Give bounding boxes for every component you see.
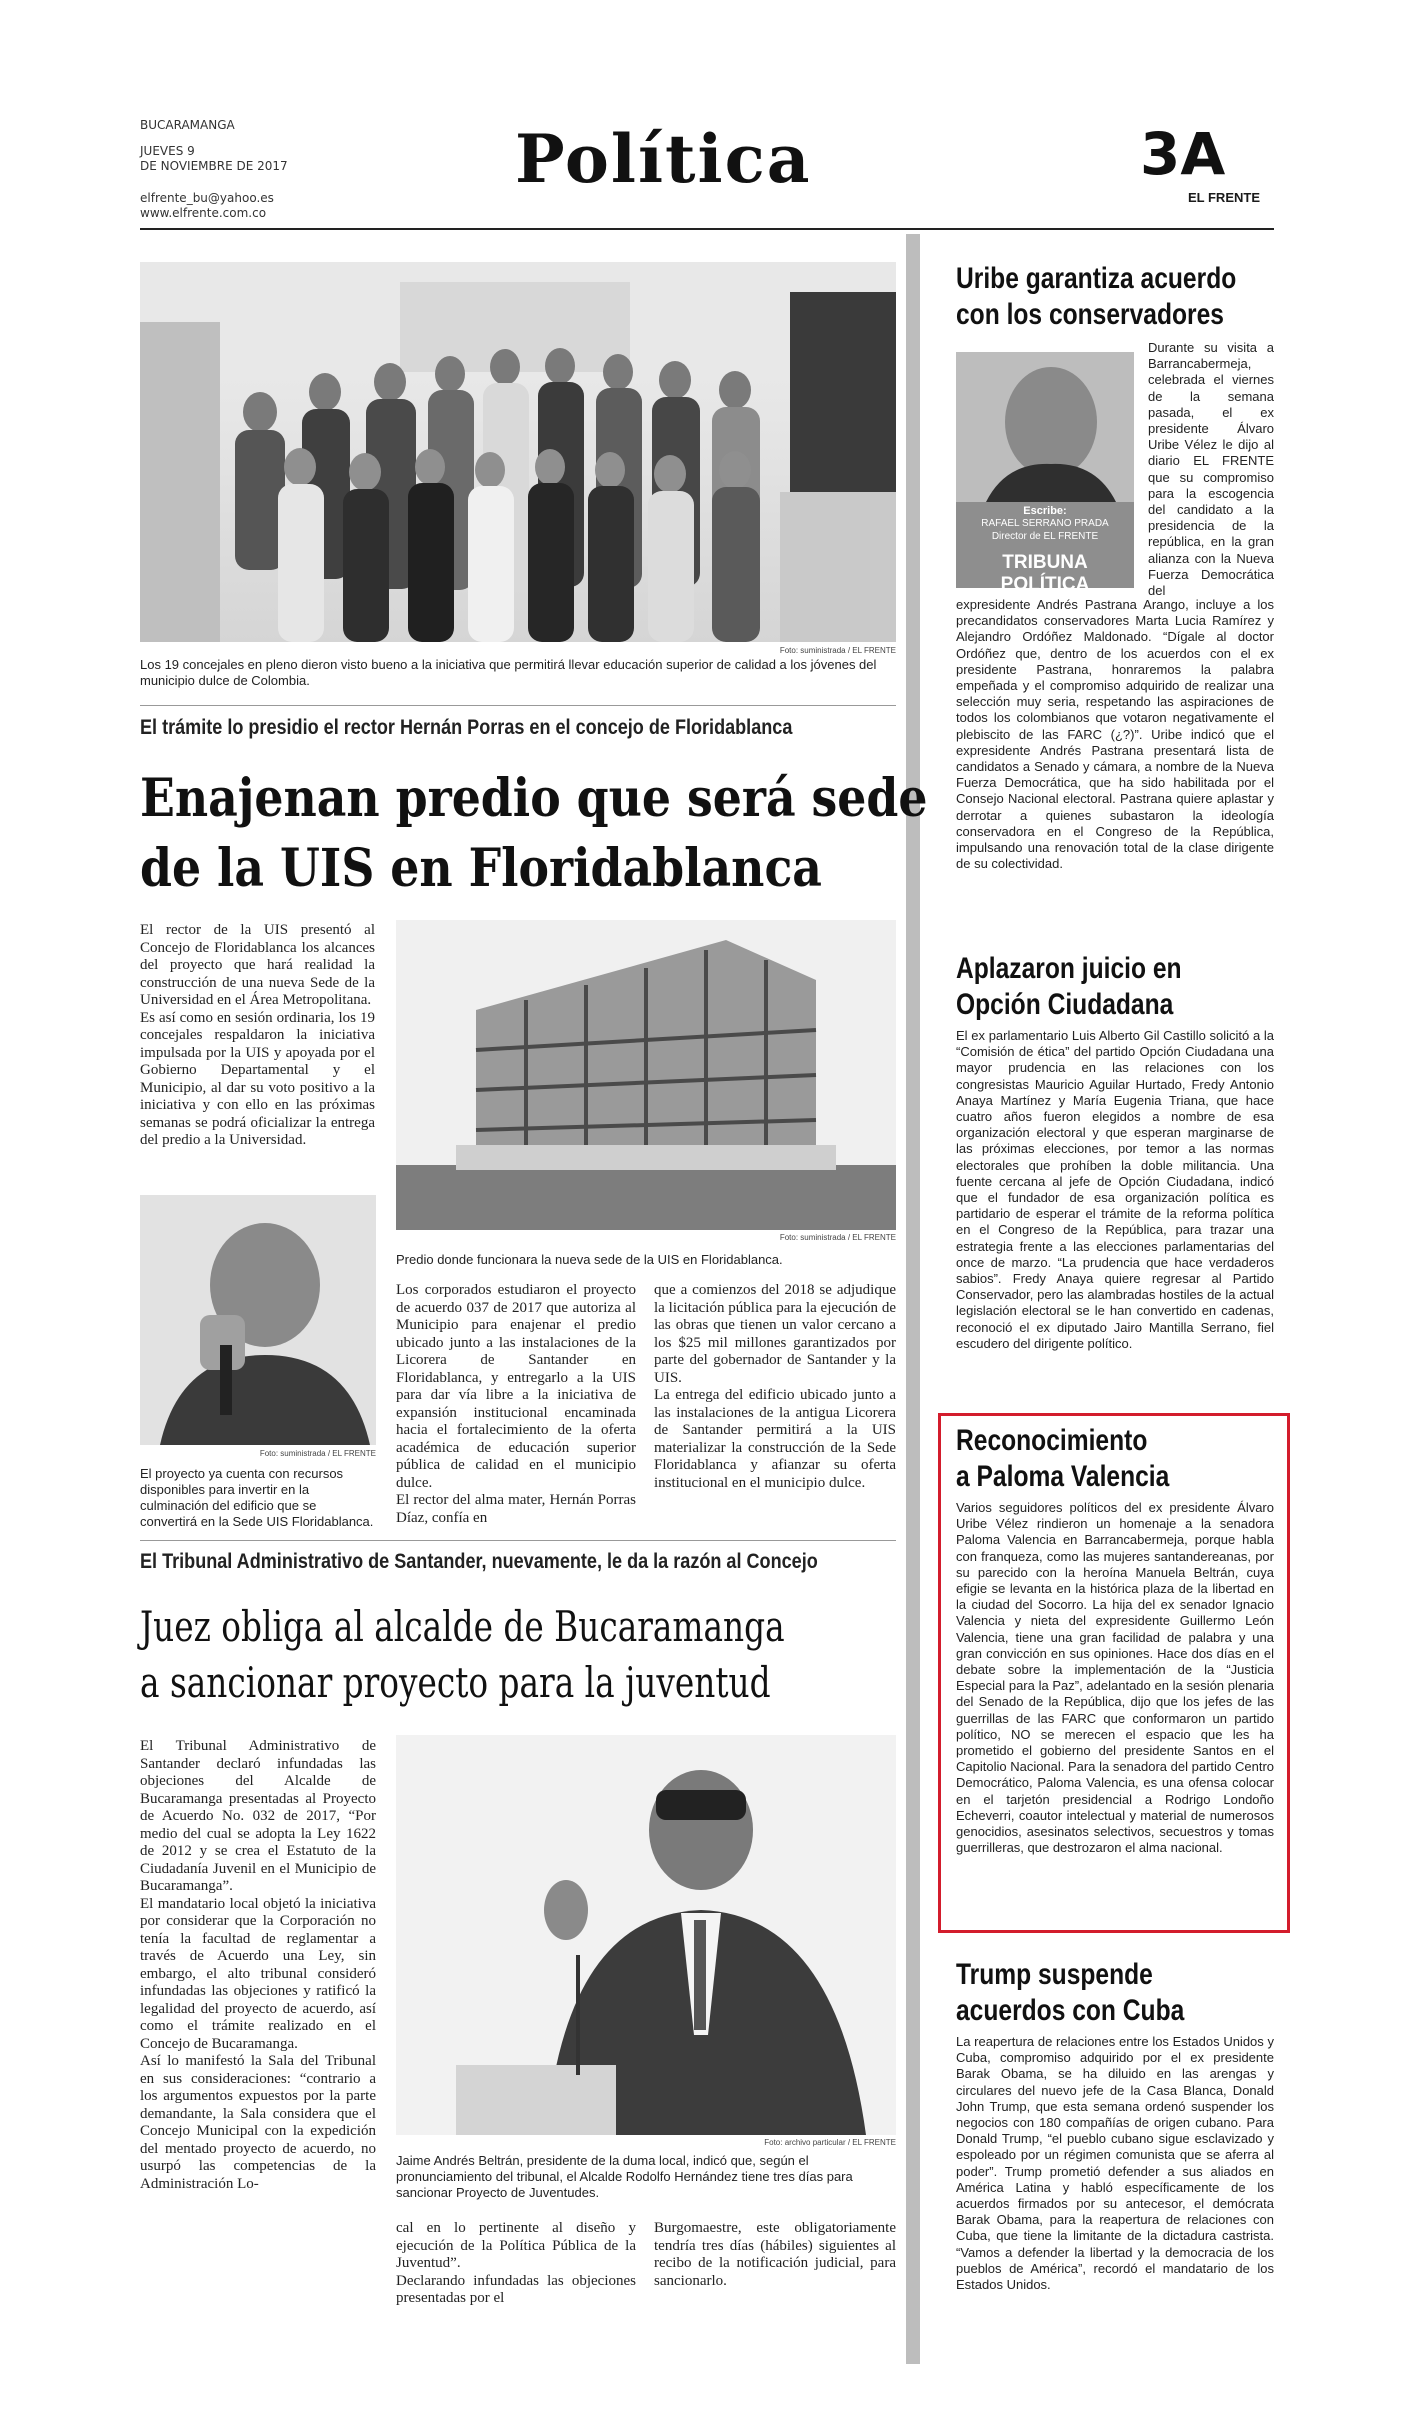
top-photo-credit: Foto: suministrada / EL FRENTE — [779, 646, 896, 655]
masthead-date-day: JUEVES 9 — [140, 144, 195, 158]
column-name: TRIBUNA POLÍTICA — [1000, 552, 1090, 595]
uis-building-photo — [396, 920, 896, 1230]
juez-kicker: El Tribunal Administrativo de Santander, nuevamente, le da la razón al Concejo — [140, 1550, 818, 1573]
uis-column-2: Los corporados estudiaron el proyecto de acuerdo 037 de 2017 que autoriza al Municipio para enajenar el predio ubicado junto a las instalaciones de la Licorera de Santander en Floridablanca, y entregarlo a la UIS para dar vía libre a la iniciativa de expansión institucional encaminada hacia el fortalecimiento de la oferta académica de educación superior pública de calidad en el municipio dulce. El rector del alma mater, Hernán Porras Díaz, confía en — [396, 1282, 636, 1526]
masthead-brand: EL FRENTE — [1188, 190, 1260, 205]
concejales-group-photo — [140, 262, 896, 642]
group-photo-illustration — [140, 262, 896, 642]
uis-column-1: El rector de la UIS presentó al Concejo de Floridablanca los alcances del proyecto que hará realidad la construcción de una nueva Sede de la Universidad en el Área Metropolitana. Es así como en sesión ordinaria, los 19 concejales respaldaron la iniciativa impulsada por la UIS y apoyada por el Gobierno Departamental y el Municipio, al dar su voto positivo a la iniciativa y con ello en las próximas semanas se podrá oficializar la entrega del predio a la Universidad. — [140, 922, 375, 1148]
tribuna-politica-box — [956, 352, 1134, 595]
aplazaron-body: El ex parlamentario Luis Alberto Gil Castillo solicitó a la “Comisión de ética” del partido Opción Ciudadana una mayor prudencia en las relaciones con los congresistas Mauricio Aguilar Hurtado, Fredy Antonio Anaya Martínez y María Eugenia Triana, que hace cuatro años fueron elegidos a nombre de esa organización electoral y que esperan marginarse de las próximas elecciones, por temor a las normas electorales que prohíben la doble militancia. Una fuente cercana al jefe de Opción Ciudadana, indicó que el fundador de esa organización política es partidario de esperar el trámite de la reforma política en el Congreso de la República, para trazar una estrategia frente a las elecciones parlamentarias del once de marzo. “La prudencia que hace verdaderos sabios”. Fredy Anaya quiere regresar al Partido Conservador, pero las alambradas hostiles de la actual legislación electoral se le han convertido en cadenas, reconoció el ex diputado Jairo Mantilla Serrano, fiel escudero del dirigente político. — [956, 1028, 1274, 1351]
uribe-body-side: Durante su visita a Barrancabermeja, celebrada el viernes de la semana pasada, el ex presidente Álvaro Uribe Vélez le dijo al diario EL FRENTE que su compromiso para la escogencia del candidato a la presidencia de la república, en la gran alianza con la Nueva Fuerza Democrática del — [1148, 340, 1274, 599]
aplazaron-headline-line2: Opción Ciudadana — [956, 988, 1174, 1021]
uis-rule — [140, 705, 896, 706]
uis-rector-credit: Foto: suministrada / EL FRENTE — [259, 1449, 376, 1458]
uribe-headline-line2: con los conservadores — [956, 298, 1224, 331]
uis-building-caption: Predio donde funcionara la nueva sede de la UIS en Floridablanca. — [396, 1252, 783, 1267]
juez-photo-credit: Foto: archivo particular / EL FRENTE — [764, 2138, 896, 2147]
masthead-date: DE NOVIEMBRE DE 2017 — [140, 159, 288, 173]
byline-role: Director de EL FRENTE — [991, 531, 1099, 542]
juez-headline-line2: a sancionar proyecto para la juventud — [140, 1658, 771, 1707]
juez-photo-caption: Jaime Andrés Beltrán, presidente de la duma local, indicó que, según el pronunciamiento del tribunal, el Alcalde Rodolfo Hernández tiene tres días para sancionar Proyecto de Juventudes. — [396, 2153, 853, 2200]
uis-column-3: que a comienzos del 2018 se adjudique la licitación pública para la ejecución de las obras que tienen un valor cercano a los $25 mil millones garantizados por parte del gobernador de Santander y la UIS. La entrega del edificio ubicado junto a las instalaciones de la antigua Licorera de Santander permitirá a la UIS materializar la construcción de la Sede Floridablanca y afianzar su oferta institucional en el municipio dulce. — [654, 1282, 896, 1491]
uis-headline-line1: Enajenan predio que será sede — [140, 768, 928, 829]
uis-building-credit: Foto: suministrada / EL FRENTE — [779, 1233, 896, 1242]
uis-rector-caption: El proyecto ya cuenta con recursos disponibles para invertir en la culminación del edificio que se convertirá en la Sede UIS Floridablanca. — [140, 1466, 374, 1529]
juez-column-3: Burgomaestre, este obligatoriamente tendría tres días (hábiles) siguientes al recibo de la notificación judicial, para sancionarlo. — [654, 2220, 896, 2289]
juez-beltran-photo — [396, 1735, 896, 2135]
paloma-headline-line1: Reconocimiento — [956, 1424, 1148, 1457]
beltran-illustration — [396, 1735, 896, 2135]
column-divider — [906, 234, 920, 2364]
uis-rector-photo — [140, 1195, 376, 1445]
masthead-web[interactable]: www.elfrente.com.co — [140, 206, 267, 220]
paloma-body: Varios seguidores políticos del ex presidente Álvaro Uribe Vélez rindieron un homenaje a la senadora Paloma Valencia en Barrancabermeja, porque habla con franqueza, como las mujeres santandereanas, por su parecido con la heroína Manuela Beltrán, cuya efigie se levanta en la histórica plaza de la libertad en la ciudad del Socorro. La hija del ex senador Ignacio Valencia y nieta del expresidente Guillermo León Valencia, tiene una gran facilidad de palabra y una gran convicción en sus opiniones. Hace dos días en el debate sobre la implementación de la “Justicia Especial para la Paz”, adelantado en la sesión plenaria del Senado de la República, dijo que los jefes de las guerrillas de las FARC que conformaron un partido político, NO se merecen el espacio que les ha prometido el gobierno del presidente Santos en el Capitolio Nacional. Para la senadora del partido Centro Democrático, Paloma Valencia, es una ofensa colocar en el tarjetón presidencial a Rodrigo Londoño Echeverri, coautor intelectual y material de numerosos genocidios, asesinatos selectivos, secuestros y tomas guerrilleras, que destrozaron el alma nacional. — [956, 1500, 1274, 1856]
top-photo-caption: Los 19 concejales en pleno dieron visto bueno a la iniciativa que permitirá llevar educación superior de calidad a los jóvenes del municipio dulce de Colombia. — [140, 657, 877, 688]
paloma-headline-line2: a Paloma Valencia — [956, 1460, 1170, 1493]
trump-headline-line1: Trump suspende — [956, 1958, 1153, 1991]
page-number: 3A — [1140, 120, 1226, 188]
masthead-email[interactable]: elfrente_bu@yahoo.es — [140, 191, 274, 205]
aplazaron-headline-line1: Aplazaron juicio en — [956, 952, 1182, 985]
rector-illustration — [140, 1195, 376, 1445]
byline-writes: Escribe: — [1023, 505, 1067, 517]
uribe-body: expresidente Andrés Pastrana Arango, incluye a los precandidatos conservadores Marta Lucia Ramírez y Alejandro Ordóñez Maldonado. “Dígale al doctor Ordóñez que, dentro de los acuerdos con el ex presidente Pastrana, honraremos la palabra empeñada y el compromiso adquirido de realizar una selección muy seria, respetando las aspiraciones de todos los colombianos que votaron negativamente el plebiscito de las FARC (¿?)”. Uribe indicó que el expresidente Andrés Pastrana presentará lista de candidatos a Senado y cámara, a nombre de la Nueva Fuerza Democrática, que ha sido habilitada por el Consejo Nacional electoral. Pastrana quiere aplastar y derrotar a quienes subastaron la ideología conservadora en el Congreso de la República, impulsando una renovación total de la clase dirigente de su colectividad. — [956, 597, 1274, 872]
uribe-headline-line1: Uribe garantiza acuerdo — [956, 262, 1237, 295]
uis-kicker: El trámite lo presidio el rector Hernán Porras en el concejo de Floridablanca — [140, 716, 793, 739]
byline-name: RAFAEL SERRANO PRADA — [981, 518, 1109, 529]
masthead-rule — [140, 228, 1274, 230]
juez-rule — [140, 1540, 896, 1541]
section-title: Política — [515, 120, 812, 198]
trump-body: La reapertura de relaciones entre los Estados Unidos y Cuba, compromiso adquirido por el ex presidente Barak Obama, se ha diluido en las arengas y circulares del nuevo jefe de la Casa Blanca, Donald John Trump, que esta semana ordenó suspender los negocios con 180 compañías de origen cubano. Para Donald Trump, “el pueblo cubano sigue esclavizado y espoleado por un régimen comunista que se aferra al poder”. Trump prometió defender a sus aliados en América Latina y habló específicamente de los acuerdos firmados por su antecesor, el demócrata Barak Obama, para la reapertura de relaciones con Cuba, que tiene la limitante de la dictadura castrista. “Vamos a defender la libertad y la democracia de los pueblos de América”, recordó el mandatario de los Estados Unidos. — [956, 2034, 1274, 2293]
uis-headline-line2: de la UIS en Floridablanca — [140, 838, 822, 899]
juez-column-1: El Tribunal Administrativo de Santander declaró infundadas las objeciones del Alcalde de Bucaramanga presentadas al Proyecto de Acuerdo No. 032 de 2017, “Por medio del cual se adopta la Ley 1622 de 2012 y se crea el Estatuto de la Ciudadanía Juvenil en el Municipio de Bucaramanga”. El mandatario local objetó la iniciativa por considerar que la Corporación no tenía la facultad de reglamentar a través de Acuerdo una Ley, sin embargo, el alto tribunal consideró infundadas las objeciones y ratificó la legalidad del proyecto de acuerdo, así como el trámite realizado en el Concejo de Bucaramanga. Así lo manifestó la Sala del Tribunal en sus consideraciones: “contrario a los argumentos expuestos por la parte demandante, la Sala considera que el Concejo Municipal con la expedición del mentado proyecto de acuerdo, no usurpó las competencias de la Administración Lo- — [140, 1738, 376, 2192]
juez-column-2: cal en lo pertinente al diseño y ejecución de la Política Pública de la Juventud”. Declarando infundadas las objeciones presentadas por el — [396, 2220, 636, 2306]
masthead-city: BUCARAMANGA — [140, 118, 235, 132]
building-illustration — [396, 920, 896, 1230]
serrano-portrait — [956, 352, 1134, 502]
trump-headline-line2: acuerdos con Cuba — [956, 1994, 1185, 2027]
juez-headline-line1: Juez obliga al alcalde de Bucaramanga — [140, 1602, 785, 1651]
